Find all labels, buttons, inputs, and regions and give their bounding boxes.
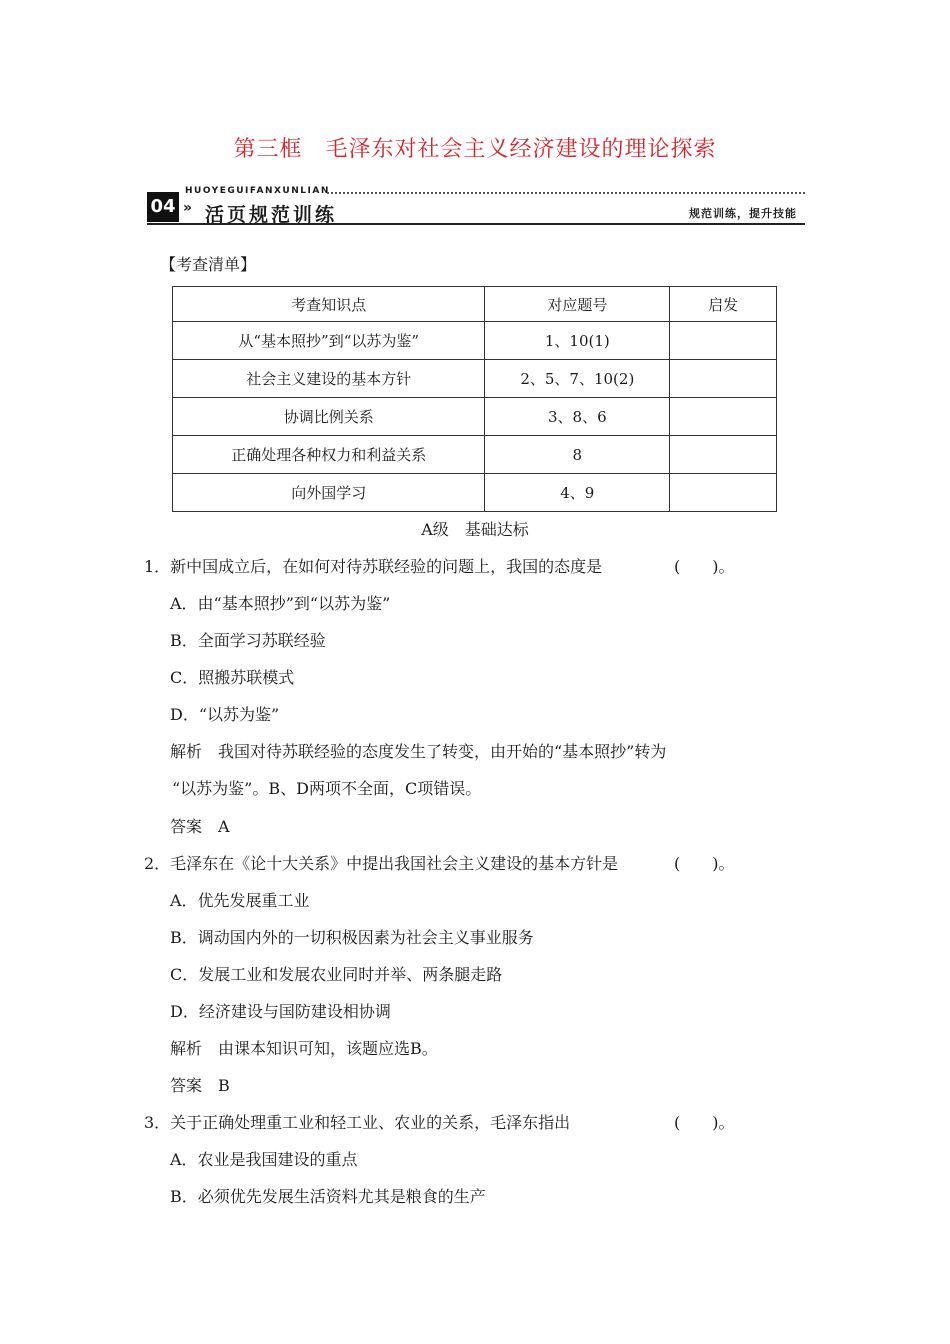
table-cell: 3、8、6 xyxy=(485,398,670,436)
table-cell: 1、10(1) xyxy=(485,322,670,360)
option-d: D．“以苏为鉴” xyxy=(170,705,280,724)
option-b: B．必须优先发展生活资料尤其是粮食的生产 xyxy=(170,1187,486,1206)
banner-pinyin: HUOYEGUIFANXUNLIAN xyxy=(185,186,330,196)
question-text: 1．新中国成立后，在如何对待苏联经验的问题上，我国的态度是 xyxy=(144,557,603,576)
banner-slogan: 规范训练，提升技能 xyxy=(689,207,797,220)
table-cell: 向外国学习 xyxy=(173,474,485,512)
analysis: 解析 我国对待苏联经验的态度发生了转变，由开始的“基本照抄”转为 xyxy=(170,742,667,761)
table-row xyxy=(173,474,777,512)
question-text: 2．毛泽东在《论十大关系》中提出我国社会主义建设的基本方针是 xyxy=(144,854,619,873)
checklist-title: 【考查清单】 xyxy=(160,255,257,274)
analysis: 解析 由课本知识可知，该题应选B。 xyxy=(170,1039,438,1058)
table-cell: 8 xyxy=(485,436,670,474)
table-cell: 2、5、7、10(2) xyxy=(485,360,670,398)
table-header-row xyxy=(173,287,777,322)
question-stem xyxy=(144,1110,735,1133)
table-row xyxy=(173,398,777,436)
analysis-continued: “以苏为鉴”。B、D两项不全面，C项错误。 xyxy=(172,779,482,798)
table-row xyxy=(173,360,777,398)
table-header: 对应题号 xyxy=(485,287,670,322)
banner-number: 04 xyxy=(147,192,179,222)
answer: 答案 B xyxy=(170,1076,230,1095)
banner-label: 活页规范训练 xyxy=(205,204,338,226)
table-cell xyxy=(670,322,777,360)
banner-dotted-rule xyxy=(327,192,805,194)
section-title: 第三框 毛泽东对社会主义经济建设的理论探索 xyxy=(233,137,717,162)
answer: 答案 A xyxy=(170,817,230,836)
question-stem xyxy=(144,554,735,577)
knowledge-table xyxy=(172,286,777,512)
answer-blank: ( )。 xyxy=(674,1113,735,1132)
exercise-banner xyxy=(147,186,805,226)
option-b: B．调动国内外的一切积极因素为社会主义事业服务 xyxy=(170,928,534,947)
option-c: C．照搬苏联模式 xyxy=(170,668,295,687)
table-cell xyxy=(670,398,777,436)
answer-blank: ( )。 xyxy=(674,854,735,873)
option-d: D．经济建设与国防建设相协调 xyxy=(170,1002,391,1021)
option-c: C．发展工业和发展农业同时并举、两条腿走路 xyxy=(170,965,503,984)
double-arrow-icon: » xyxy=(183,200,193,216)
option-a: A．农业是我国建设的重点 xyxy=(170,1150,358,1169)
table-cell xyxy=(670,436,777,474)
table-header: 考查知识点 xyxy=(173,287,485,322)
table-cell xyxy=(670,360,777,398)
level-heading: A级 基础达标 xyxy=(421,520,529,539)
option-a: A．由“基本照抄”到“以苏为鉴” xyxy=(170,594,391,613)
banner-rule xyxy=(147,223,805,225)
table-row xyxy=(173,322,777,360)
table-cell: 社会主义建设的基本方针 xyxy=(173,360,485,398)
option-b: B．全面学习苏联经验 xyxy=(170,631,326,650)
question-stem xyxy=(144,851,735,874)
answer-blank: ( )。 xyxy=(674,557,735,576)
table-cell: 4、9 xyxy=(485,474,670,512)
option-a: A．优先发展重工业 xyxy=(170,891,310,910)
table-cell xyxy=(670,474,777,512)
table-cell: 正确处理各种权力和利益关系 xyxy=(173,436,485,474)
table-cell: 协调比例关系 xyxy=(173,398,485,436)
table-header: 启发 xyxy=(670,287,777,322)
question-text: 3．关于正确处理重工业和轻工业、农业的关系，毛泽东指出 xyxy=(144,1113,571,1132)
table-row xyxy=(173,436,777,474)
table-cell: 从“基本照抄”到“以苏为鉴” xyxy=(173,322,485,360)
